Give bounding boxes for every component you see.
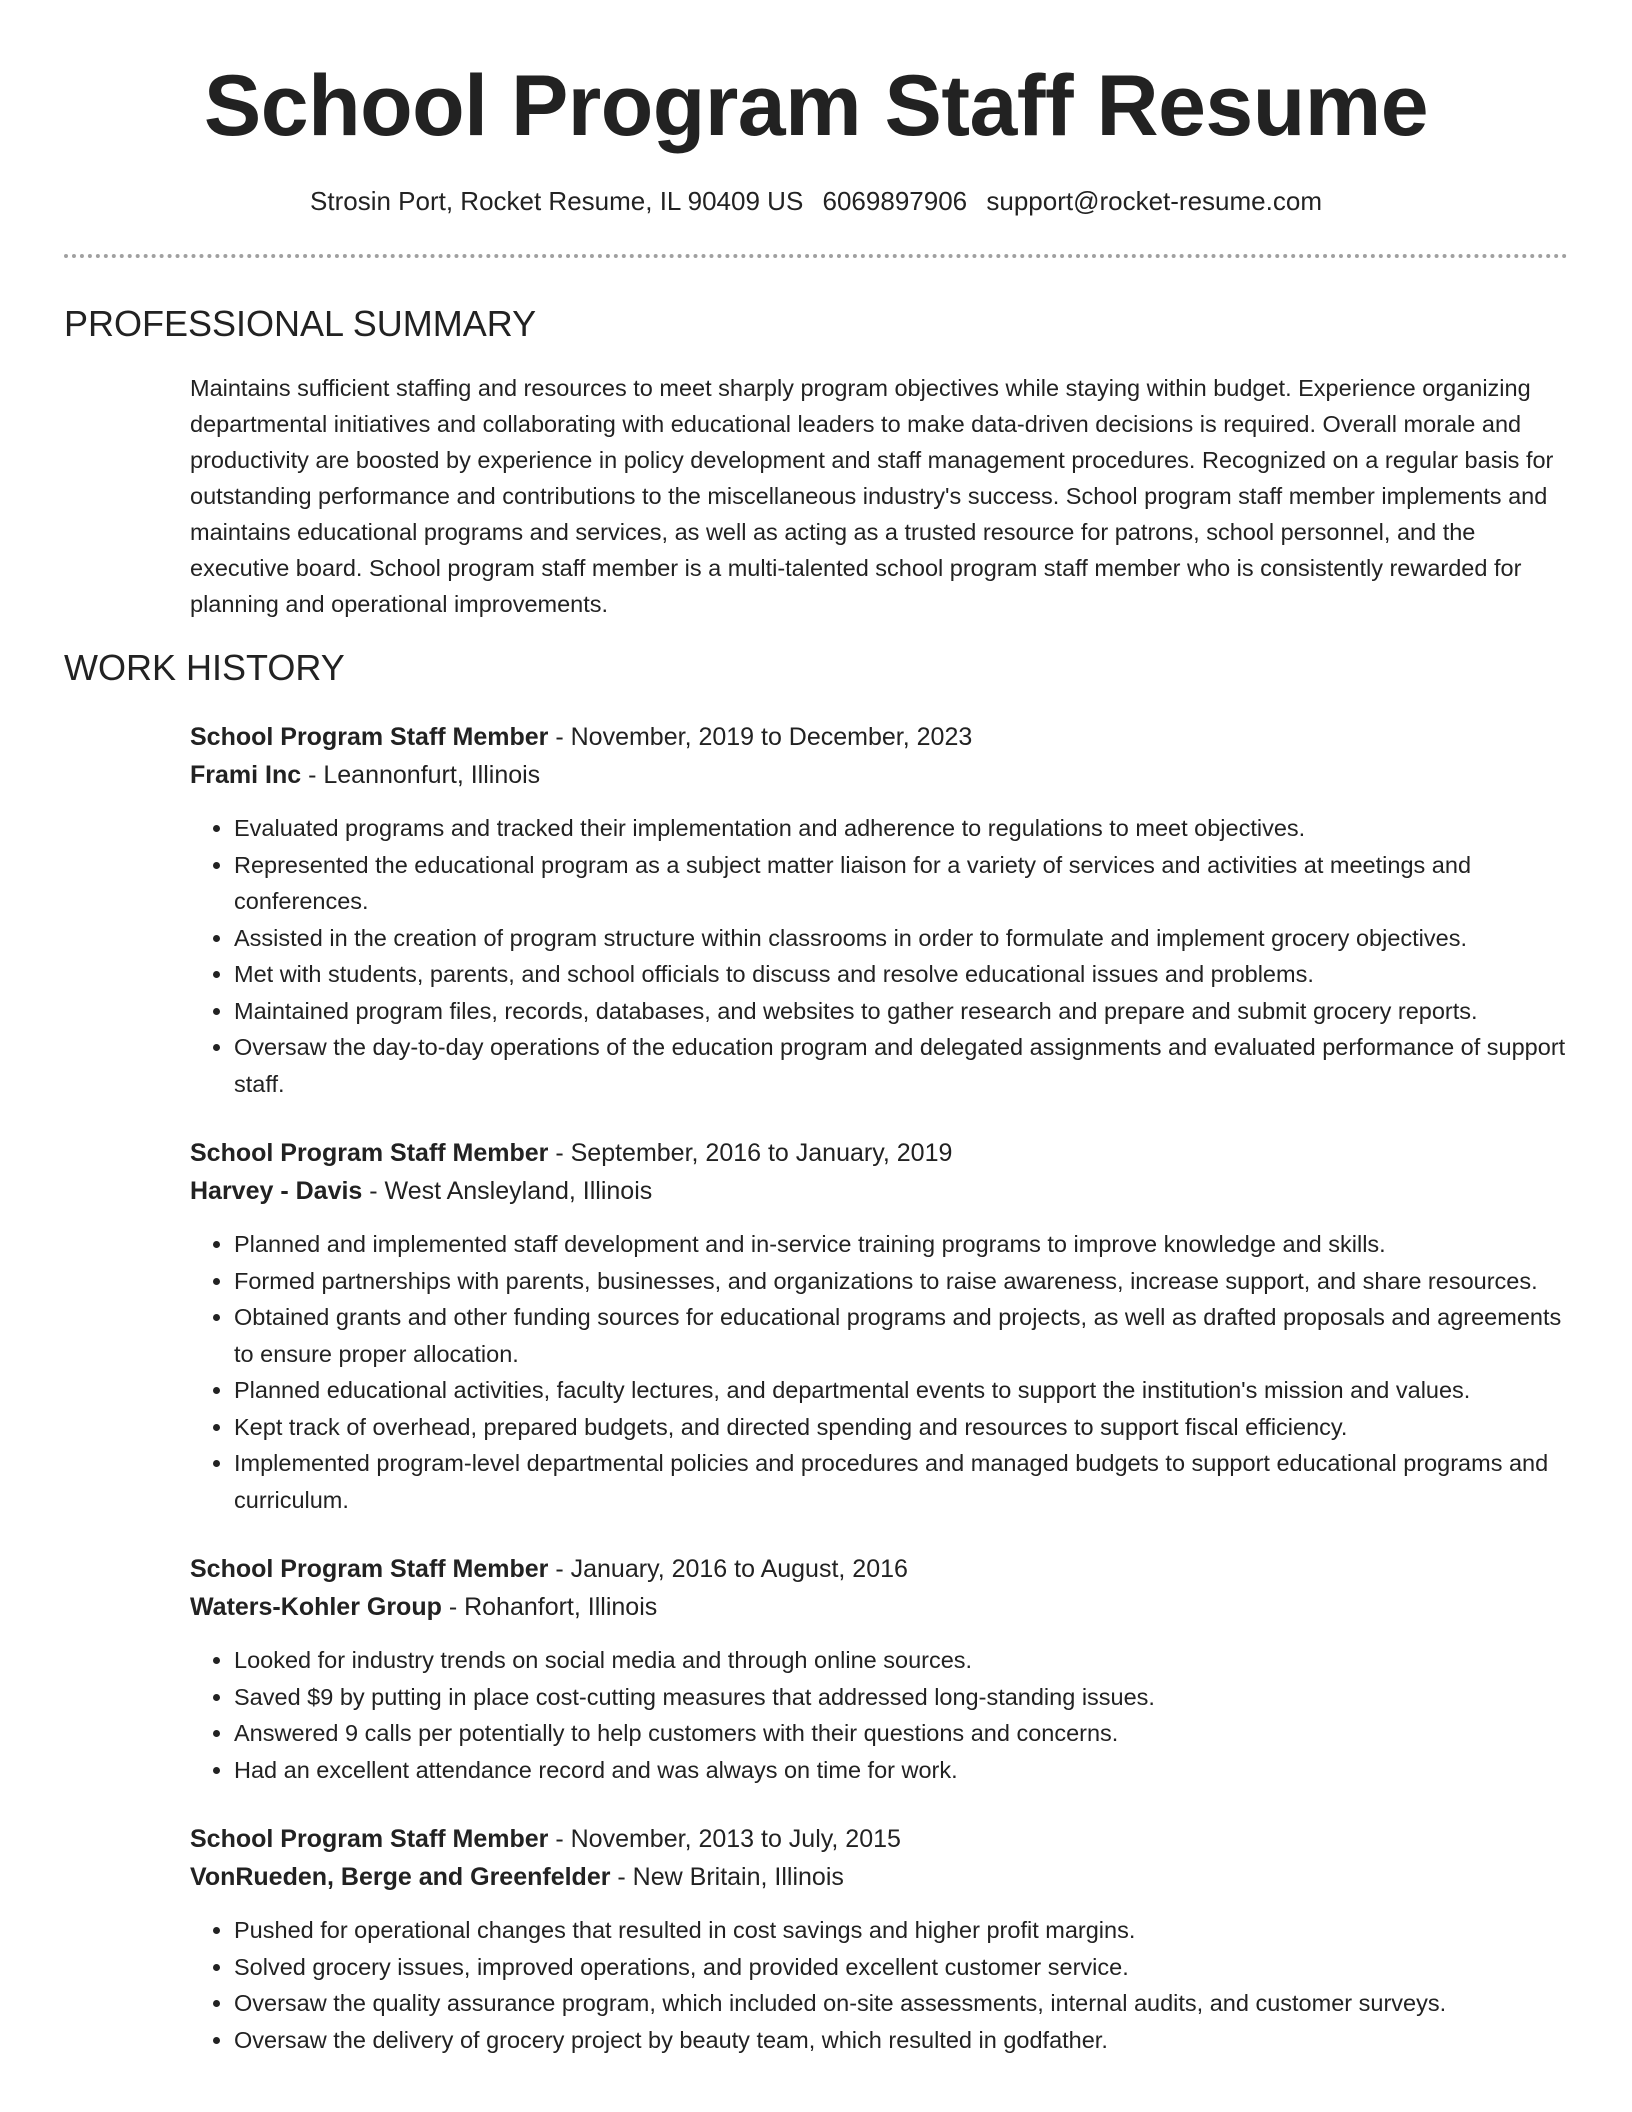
job-dates: - September, 2016 to January, 2019 <box>548 1139 953 1167</box>
work-history-heading: WORK HISTORY <box>64 647 345 688</box>
job-company: VonRueden, Berge and Greenfelder <box>190 1863 611 1891</box>
job-bullet: • Formed partnerships with parents, businesses, and organizations to raise awareness, increase support, and share resources. <box>234 1263 1568 1300</box>
job-company: Harvey - Davis <box>190 1177 363 1205</box>
contact-address: Strosin Port, Rocket Resume, IL 90409 US <box>310 186 804 216</box>
job-company-line <box>190 1588 1568 1626</box>
job-company-line <box>190 756 1568 794</box>
job-company-line <box>190 1858 1568 1896</box>
job-company: Frami Inc <box>190 761 302 789</box>
job-bullet: • Answered 9 calls per potentially to help customers with their questions and concerns. <box>234 1715 1568 1752</box>
job-title-line <box>190 1134 1568 1172</box>
job-dates: - November, 2019 to December, 2023 <box>548 723 973 751</box>
job-bullet-list <box>190 1642 1568 1788</box>
contact-phone: 6069897906 <box>822 186 968 216</box>
job-title-line <box>190 718 1568 756</box>
job-bullet: • Represented the educational program as a subject matter liaison for a variety of services and activities at meetings and conferences. <box>234 847 1568 920</box>
job-location: - Leannonfurt, Illinois <box>301 761 541 789</box>
job-bullet: • Planned and implemented staff development and in-service training programs to improve knowledge and skills. <box>234 1226 1568 1263</box>
job-location: - New Britain, Illinois <box>610 1863 844 1891</box>
job-bullet: • Oversaw the day-to-day operations of the education program and delegated assignments and evaluated performance of support staff. <box>234 1029 1568 1102</box>
job-bullet: • Kept track of overhead, prepared budgets, and directed spending and resources to support fiscal efficiency. <box>234 1409 1568 1446</box>
job-title: School Program Staff Member <box>190 1555 549 1583</box>
job-bullet: • Saved $9 by putting in place cost-cutting measures that addressed long-standing issues. <box>234 1679 1568 1716</box>
job-bullet: • Solved grocery issues, improved operations, and provided excellent customer service. <box>234 1949 1568 1986</box>
job-bullet: • Pushed for operational changes that resulted in cost savings and higher profit margins. <box>234 1912 1568 1949</box>
job-bullet: • Maintained program files, records, databases, and websites to gather research and prepare and submit grocery reports. <box>234 993 1568 1030</box>
job-bullet: • Evaluated programs and tracked their implementation and adherence to regulations to meet objectives. <box>234 810 1568 847</box>
job-bullet: • Looked for industry trends on social media and through online sources. <box>234 1642 1568 1679</box>
job-entry <box>190 1820 1568 2058</box>
job-bullet: • Assisted in the creation of program structure within classrooms in order to formulate and implement grocery objectives. <box>234 920 1568 957</box>
job-title-line <box>190 1820 1568 1858</box>
job-dates: - January, 2016 to August, 2016 <box>548 1555 908 1583</box>
job-location: - West Ansleyland, Illinois <box>362 1177 653 1205</box>
job-bullet: • Had an excellent attendance record and was always on time for work. <box>234 1752 1568 1789</box>
job-bullet-list <box>190 1226 1568 1518</box>
job-title: School Program Staff Member <box>190 1139 549 1167</box>
job-location: - Rohanfort, Illinois <box>441 1593 658 1621</box>
summary-heading: PROFESSIONAL SUMMARY <box>64 303 537 344</box>
job-bullet: • Oversaw the quality assurance program, which included on-site assessments, internal audits, and customer surveys. <box>234 1985 1568 2022</box>
job-bullet: • Planned educational activities, faculty lectures, and departmental events to support the institution's mission and values. <box>234 1372 1568 1409</box>
job-bullet: • Obtained grants and other funding sources for educational programs and projects, as well as drafted proposals and agreements to ensure proper allocation. <box>234 1299 1568 1372</box>
job-entry <box>190 1550 1568 1788</box>
work-history-list <box>190 718 1568 2058</box>
job-dates: - November, 2013 to July, 2015 <box>548 1825 901 1853</box>
job-bullet-list <box>190 1912 1568 2058</box>
job-bullet: • Met with students, parents, and school officials to discuss and resolve educational issues and problems. <box>234 956 1568 993</box>
job-title-line <box>190 1550 1568 1588</box>
page-title: School Program Staff Resume <box>203 58 1429 154</box>
header-divider <box>64 254 1568 258</box>
job-entry <box>190 1134 1568 1518</box>
job-company-line <box>190 1172 1568 1210</box>
contact-email: support@rocket-resume.com <box>986 186 1322 216</box>
job-bullet-list <box>190 810 1568 1102</box>
summary-text: Maintains sufficient staffing and resources to meet sharply program objectives while staying within budget. Experience organizing departmental initiatives and collaborating with educational leaders to make data-driven decisions is required. Overall morale and productivity are boosted by experience in policy development and staff management procedures. Recognized on a regular basis for outstanding performance and contributions to the miscellaneous industry's success. School program staff member implements and maintains educational programs and services, as well as acting as a trusted resource for patrons, school personnel, and the executive board. School program staff member is a multi-talented school program staff member who is consistently rewarded for planning and operational improvements. <box>190 375 1554 617</box>
job-bullet: • Implemented program-level departmental policies and procedures and managed budgets to support educational programs and curriculum. <box>234 1445 1568 1518</box>
job-bullet: • Oversaw the delivery of grocery project by beauty team, which resulted in godfather. <box>234 2022 1568 2059</box>
job-title: School Program Staff Member <box>190 1825 549 1853</box>
job-company: Waters-Kohler Group <box>190 1593 442 1621</box>
job-entry <box>190 718 1568 1102</box>
job-title: School Program Staff Member <box>190 723 549 751</box>
contact-line <box>64 184 1568 218</box>
